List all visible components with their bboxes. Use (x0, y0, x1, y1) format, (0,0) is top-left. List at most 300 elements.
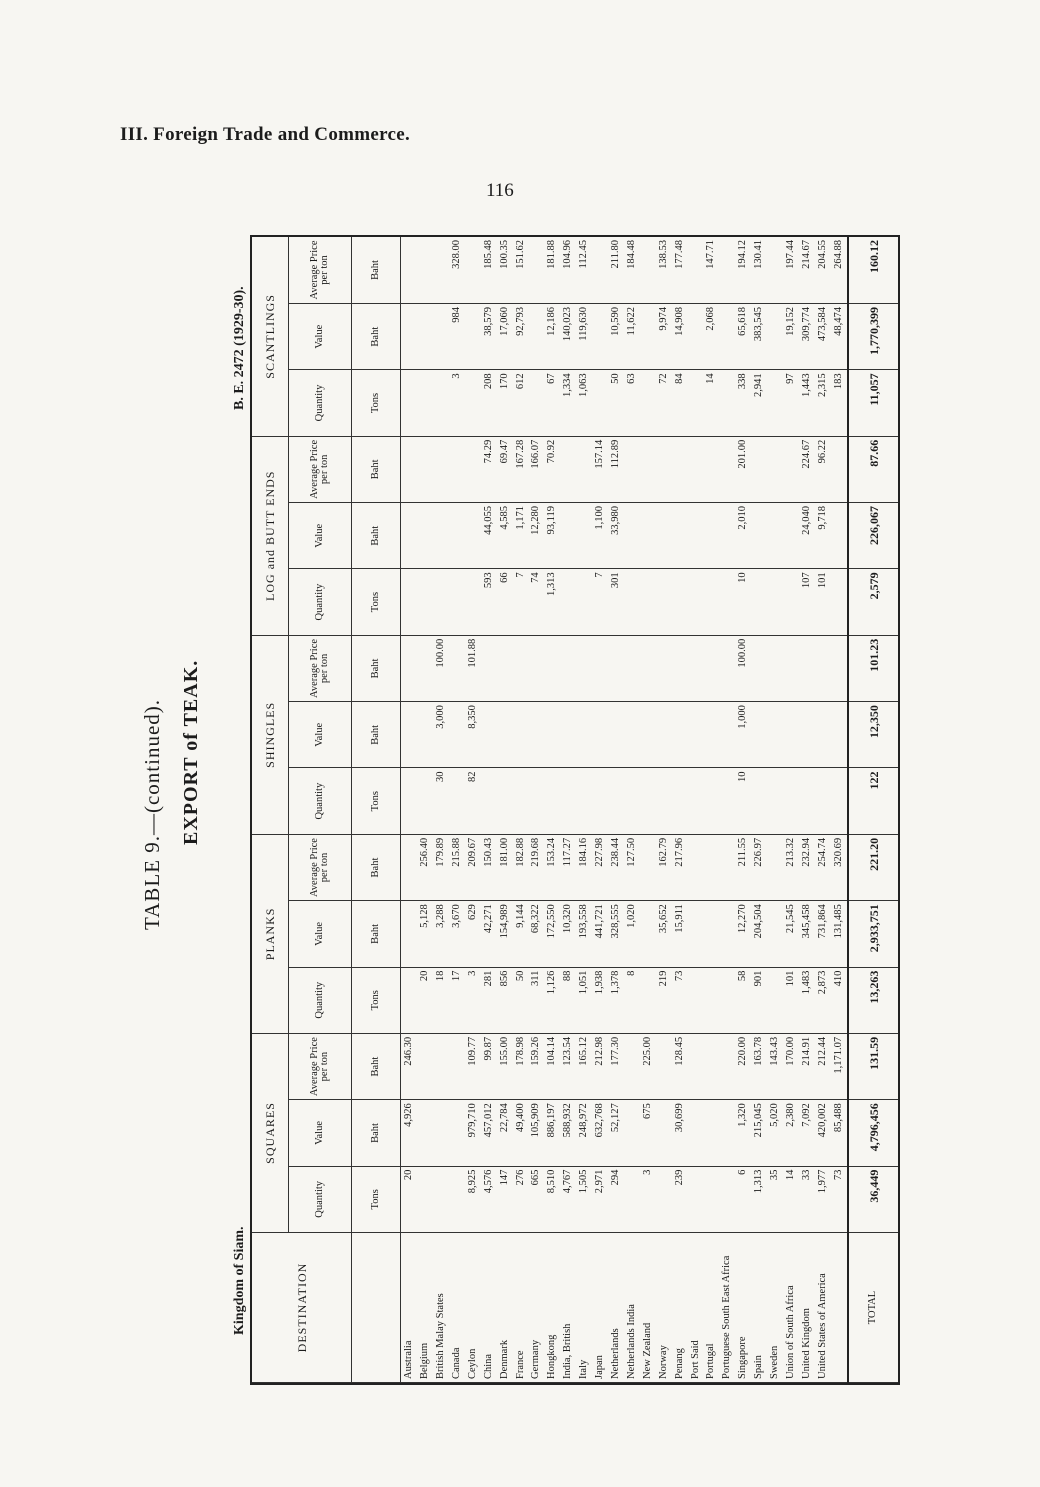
value-cell: 10,590 (608, 303, 624, 369)
value-cell (656, 1033, 672, 1099)
value-cell: 2,068 (704, 303, 720, 369)
value-cell: 212.98 (592, 1033, 608, 1099)
value-cell: 215,045 (751, 1100, 767, 1166)
value-cell (656, 569, 672, 635)
value-cell (433, 1033, 449, 1099)
value-cell (751, 635, 767, 701)
value-cell (767, 702, 783, 768)
value-cell: 70.92 (545, 436, 561, 502)
value-cell: 22,784 (497, 1100, 513, 1166)
value-cell: 99.87 (481, 1033, 497, 1099)
value-cell: 8,510 (545, 1166, 561, 1232)
value-cell (720, 1033, 736, 1099)
value-cell (433, 503, 449, 569)
table-title: TABLE 9.—(continued). (140, 698, 164, 930)
value-cell (704, 901, 720, 967)
value-cell (592, 768, 608, 834)
table-row (417, 237, 433, 1383)
value-cell: 181.00 (497, 834, 513, 900)
total-cell: 221.20 (848, 834, 898, 900)
value-cell: 92,793 (513, 303, 529, 369)
value-cell: 30,699 (672, 1100, 688, 1166)
value-cell (783, 635, 799, 701)
value-cell: 17 (449, 967, 465, 1033)
value-cell: 213.32 (783, 834, 799, 900)
value-cell (640, 237, 656, 303)
value-cell (688, 1033, 704, 1099)
value-cell: 182.88 (513, 834, 529, 900)
value-cell (720, 569, 736, 635)
value-cell: 7 (592, 569, 608, 635)
value-cell (529, 237, 545, 303)
value-cell (545, 702, 561, 768)
value-cell (401, 635, 418, 701)
value-cell (401, 303, 418, 369)
value-cell (688, 1166, 704, 1232)
value-cell: 1,313 (545, 569, 561, 635)
value-cell: 226.97 (751, 834, 767, 900)
value-cell (640, 901, 656, 967)
value-cell: 30 (433, 768, 449, 834)
destination-cell: Hongkong (545, 1233, 561, 1383)
value-cell: 984 (449, 303, 465, 369)
value-cell: 1,100 (592, 503, 608, 569)
value-cell (433, 436, 449, 502)
value-cell (767, 370, 783, 436)
value-cell (417, 303, 433, 369)
value-cell (656, 503, 672, 569)
value-cell: 224.67 (799, 436, 815, 502)
column-header: Value (289, 901, 352, 967)
value-cell (783, 768, 799, 834)
value-cell: 85,488 (831, 1100, 848, 1166)
table-row (561, 237, 577, 1383)
value-cell: 14 (783, 1166, 799, 1232)
value-cell: 184.16 (576, 834, 592, 900)
value-cell (720, 370, 736, 436)
group-header: LOG and BUTT ENDS (252, 436, 289, 635)
value-cell: 2,380 (783, 1100, 799, 1166)
value-cell: 9,718 (815, 503, 831, 569)
value-cell: 383,545 (751, 303, 767, 369)
value-cell (624, 768, 640, 834)
table-row (529, 237, 545, 1383)
value-cell: 21,545 (783, 901, 799, 967)
value-cell (831, 503, 848, 569)
total-cell: 13,263 (848, 967, 898, 1033)
value-cell (720, 503, 736, 569)
table-row (831, 237, 848, 1383)
value-cell (561, 569, 577, 635)
value-cell: 117.27 (561, 834, 577, 900)
value-cell (751, 702, 767, 768)
value-cell (688, 237, 704, 303)
value-cell (561, 436, 577, 502)
column-header: Value (289, 702, 352, 768)
value-cell (688, 303, 704, 369)
value-cell (720, 702, 736, 768)
value-cell: 3,000 (433, 702, 449, 768)
value-cell: 457,012 (481, 1100, 497, 1166)
value-cell: 593 (481, 569, 497, 635)
table-row (433, 237, 449, 1383)
destination-cell: France (513, 1233, 529, 1383)
value-cell (767, 901, 783, 967)
value-cell (624, 1166, 640, 1232)
value-cell (497, 702, 513, 768)
value-cell: 1,063 (576, 370, 592, 436)
value-cell: 119,630 (576, 303, 592, 369)
value-cell (831, 635, 848, 701)
destination-cell: Netherlands (608, 1233, 624, 1383)
total-cell: 1,770,399 (848, 303, 898, 369)
total-cell: 2,579 (848, 569, 898, 635)
value-cell: 220.00 (736, 1033, 752, 1099)
destination-cell: Canada (449, 1233, 465, 1383)
value-cell: 33,980 (608, 503, 624, 569)
value-cell (576, 768, 592, 834)
value-cell (417, 1100, 433, 1166)
value-cell: 194.12 (736, 237, 752, 303)
table-row (751, 237, 767, 1383)
value-cell: 204.55 (815, 237, 831, 303)
value-cell (624, 1033, 640, 1099)
value-cell (545, 768, 561, 834)
table-row (592, 237, 608, 1383)
value-cell: 131,485 (831, 901, 848, 967)
table-row (401, 237, 418, 1383)
value-cell (799, 768, 815, 834)
value-cell: 338 (736, 370, 752, 436)
destination-cell: Australia (401, 1233, 418, 1383)
value-cell: 10,320 (561, 901, 577, 967)
value-cell (640, 967, 656, 1033)
value-cell: 52,127 (608, 1100, 624, 1166)
value-cell: 979,710 (465, 1100, 481, 1166)
value-cell: 65,618 (736, 303, 752, 369)
group-header: SHINGLES (252, 635, 289, 834)
table-row (688, 237, 704, 1383)
value-cell (656, 436, 672, 502)
value-cell: 163.78 (751, 1033, 767, 1099)
value-cell: 248,972 (576, 1100, 592, 1166)
value-cell: 178.98 (513, 1033, 529, 1099)
value-cell (433, 303, 449, 369)
value-cell (672, 569, 688, 635)
destination-cell: United States of America (815, 1233, 831, 1383)
value-cell: 301 (608, 569, 624, 635)
value-cell (656, 768, 672, 834)
value-cell: 215.88 (449, 834, 465, 900)
value-cell: 155.00 (497, 1033, 513, 1099)
value-cell (720, 901, 736, 967)
value-cell: 1,977 (815, 1166, 831, 1232)
value-cell (767, 967, 783, 1033)
value-cell: 328.00 (449, 237, 465, 303)
value-cell (465, 436, 481, 502)
value-cell: 159.26 (529, 1033, 545, 1099)
unit-row-spacer (352, 1233, 401, 1383)
value-cell: 147.71 (704, 237, 720, 303)
value-cell: 209.67 (465, 834, 481, 900)
value-cell: 246.30 (401, 1033, 418, 1099)
value-cell: 276 (513, 1166, 529, 1232)
value-cell (688, 901, 704, 967)
value-cell: 154,989 (497, 901, 513, 967)
value-cell (704, 1100, 720, 1166)
value-cell: 10 (736, 768, 752, 834)
value-cell: 3,670 (449, 901, 465, 967)
value-cell: 2,010 (736, 503, 752, 569)
value-cell: 20 (401, 1166, 418, 1232)
value-cell (465, 370, 481, 436)
value-cell: 1,505 (576, 1166, 592, 1232)
column-header: Value (289, 503, 352, 569)
destination-cell: Singapore (736, 1233, 752, 1383)
value-cell (672, 768, 688, 834)
value-cell: 167.28 (513, 436, 529, 502)
value-cell: 130.41 (751, 237, 767, 303)
destination-cell: New Zealand (640, 1233, 656, 1383)
total-cell: 12,350 (848, 702, 898, 768)
value-cell (576, 635, 592, 701)
unit-label: Baht (352, 503, 401, 569)
value-cell (449, 569, 465, 635)
unit-label: Tons (352, 1166, 401, 1232)
value-cell (672, 635, 688, 701)
table-row (624, 237, 640, 1383)
value-cell: 204,504 (751, 901, 767, 967)
value-cell: 84 (672, 370, 688, 436)
value-cell: 208 (481, 370, 497, 436)
value-cell: 1,171 (513, 503, 529, 569)
table-row (449, 237, 465, 1383)
destination-cell: Netherlands India (624, 1233, 640, 1383)
value-cell (640, 768, 656, 834)
value-cell: 856 (497, 967, 513, 1033)
value-cell: 67 (545, 370, 561, 436)
table-row (704, 237, 720, 1383)
value-cell (720, 967, 736, 1033)
value-cell: 147 (497, 1166, 513, 1232)
value-cell (417, 1166, 433, 1232)
value-cell (704, 967, 720, 1033)
value-cell: 63 (624, 370, 640, 436)
value-cell (815, 702, 831, 768)
value-cell: 101.88 (465, 635, 481, 701)
value-cell (783, 702, 799, 768)
value-cell (449, 1100, 465, 1166)
group-header: SQUARES (252, 1033, 289, 1232)
value-cell: 2,971 (592, 1166, 608, 1232)
value-cell (449, 702, 465, 768)
value-cell: 20 (417, 967, 433, 1033)
unit-label: Baht (352, 635, 401, 701)
value-cell: 166.07 (529, 436, 545, 502)
destination-cell: Union of South Africa (783, 1233, 799, 1383)
value-cell (767, 834, 783, 900)
value-cell (592, 702, 608, 768)
total-cell: 36,449 (848, 1166, 898, 1232)
value-cell (720, 237, 736, 303)
table-row (736, 237, 752, 1383)
value-cell (465, 569, 481, 635)
value-cell (576, 503, 592, 569)
value-cell (704, 768, 720, 834)
value-cell (672, 503, 688, 569)
table-subtitle: EXPORT of TEAK. (180, 659, 202, 845)
value-cell (576, 702, 592, 768)
value-cell: 12,186 (545, 303, 561, 369)
value-cell: 58 (736, 967, 752, 1033)
value-cell (704, 1166, 720, 1232)
value-cell (624, 1100, 640, 1166)
value-cell (640, 303, 656, 369)
value-cell: 632,768 (592, 1100, 608, 1166)
table-row (767, 237, 783, 1383)
value-cell (720, 834, 736, 900)
value-cell (831, 436, 848, 502)
value-cell (767, 436, 783, 502)
value-cell: 1,378 (608, 967, 624, 1033)
value-cell: 127.50 (624, 834, 640, 900)
value-cell: 50 (608, 370, 624, 436)
column-header: Quantity (289, 569, 352, 635)
value-cell: 105,909 (529, 1100, 545, 1166)
value-cell (592, 303, 608, 369)
value-cell: 3 (640, 1166, 656, 1232)
value-cell: 74 (529, 569, 545, 635)
value-cell: 201.00 (736, 436, 752, 502)
value-cell (401, 569, 418, 635)
value-cell (592, 370, 608, 436)
value-cell: 170.00 (783, 1033, 799, 1099)
unit-label: Tons (352, 768, 401, 834)
destination-cell: Spain (751, 1233, 767, 1383)
value-cell: 93,119 (545, 503, 561, 569)
value-cell: 1,443 (799, 370, 815, 436)
value-cell (672, 436, 688, 502)
table-row (513, 237, 529, 1383)
value-cell: 3,288 (433, 901, 449, 967)
table-row (720, 237, 736, 1383)
value-cell: 73 (831, 1166, 848, 1232)
column-header: Average Price per ton (289, 635, 352, 701)
value-cell: 4,576 (481, 1166, 497, 1232)
value-cell: 665 (529, 1166, 545, 1232)
value-cell: 88 (561, 967, 577, 1033)
value-cell (640, 702, 656, 768)
column-header: Average Price per ton (289, 237, 352, 303)
destination-cell: Penang (672, 1233, 688, 1383)
value-cell: 11,622 (624, 303, 640, 369)
total-cell: 226,067 (848, 503, 898, 569)
value-cell (656, 635, 672, 701)
table-row (640, 237, 656, 1383)
export-table (250, 235, 900, 1385)
value-cell (656, 702, 672, 768)
value-cell: 18 (433, 967, 449, 1033)
value-cell: 33 (799, 1166, 815, 1232)
total-label: TOTAL (848, 1233, 898, 1383)
value-cell (767, 303, 783, 369)
unit-label: Baht (352, 702, 401, 768)
value-cell: 219.68 (529, 834, 545, 900)
value-cell: 177.48 (672, 237, 688, 303)
value-cell: 162.79 (656, 834, 672, 900)
total-cell: 101.23 (848, 635, 898, 701)
value-cell: 107 (799, 569, 815, 635)
value-cell (704, 436, 720, 502)
value-cell (688, 1100, 704, 1166)
value-cell: 238.44 (608, 834, 624, 900)
value-cell (401, 503, 418, 569)
value-cell (640, 569, 656, 635)
column-header: Average Price per ton (289, 834, 352, 900)
value-cell: 4,585 (497, 503, 513, 569)
value-cell: 100.00 (736, 635, 752, 701)
group-header: SCANTLINGS (252, 237, 289, 436)
value-cell (688, 503, 704, 569)
value-cell: 588,932 (561, 1100, 577, 1166)
value-cell (449, 503, 465, 569)
value-cell: 15,911 (672, 901, 688, 967)
value-cell: 150.43 (481, 834, 497, 900)
value-cell: 1,320 (736, 1100, 752, 1166)
value-cell: 1,938 (592, 967, 608, 1033)
value-cell (720, 1166, 736, 1232)
value-cell (640, 834, 656, 900)
destination-cell: Port Said (688, 1233, 704, 1383)
value-cell (608, 702, 624, 768)
value-cell: 177.30 (608, 1033, 624, 1099)
value-cell (640, 503, 656, 569)
table-row (545, 237, 561, 1383)
value-cell: 24,040 (799, 503, 815, 569)
table-row (783, 237, 799, 1383)
destination-cell: British Malay States (433, 1233, 449, 1383)
value-cell: 179.89 (433, 834, 449, 900)
value-cell (449, 1033, 465, 1099)
value-cell (704, 834, 720, 900)
value-cell (751, 503, 767, 569)
value-cell: 14,908 (672, 303, 688, 369)
value-cell: 68,322 (529, 901, 545, 967)
value-cell: 44,055 (481, 503, 497, 569)
value-cell (831, 569, 848, 635)
value-cell (417, 237, 433, 303)
value-cell: 212.44 (815, 1033, 831, 1099)
value-cell: 345,458 (799, 901, 815, 967)
value-cell (767, 768, 783, 834)
value-cell: 165.12 (576, 1033, 592, 1099)
value-cell: 128.45 (672, 1033, 688, 1099)
value-cell: 153.24 (545, 834, 561, 900)
value-cell (465, 503, 481, 569)
destination-cell: Portugal (704, 1233, 720, 1383)
value-cell: 217.96 (672, 834, 688, 900)
value-cell (513, 702, 529, 768)
value-cell: 410 (831, 967, 848, 1033)
value-cell (561, 503, 577, 569)
value-cell: 441,721 (592, 901, 608, 967)
value-cell (561, 702, 577, 768)
value-cell (815, 768, 831, 834)
value-cell (401, 436, 418, 502)
unit-label: Baht (352, 237, 401, 303)
value-cell: 172,550 (545, 901, 561, 967)
unit-label: Tons (352, 569, 401, 635)
